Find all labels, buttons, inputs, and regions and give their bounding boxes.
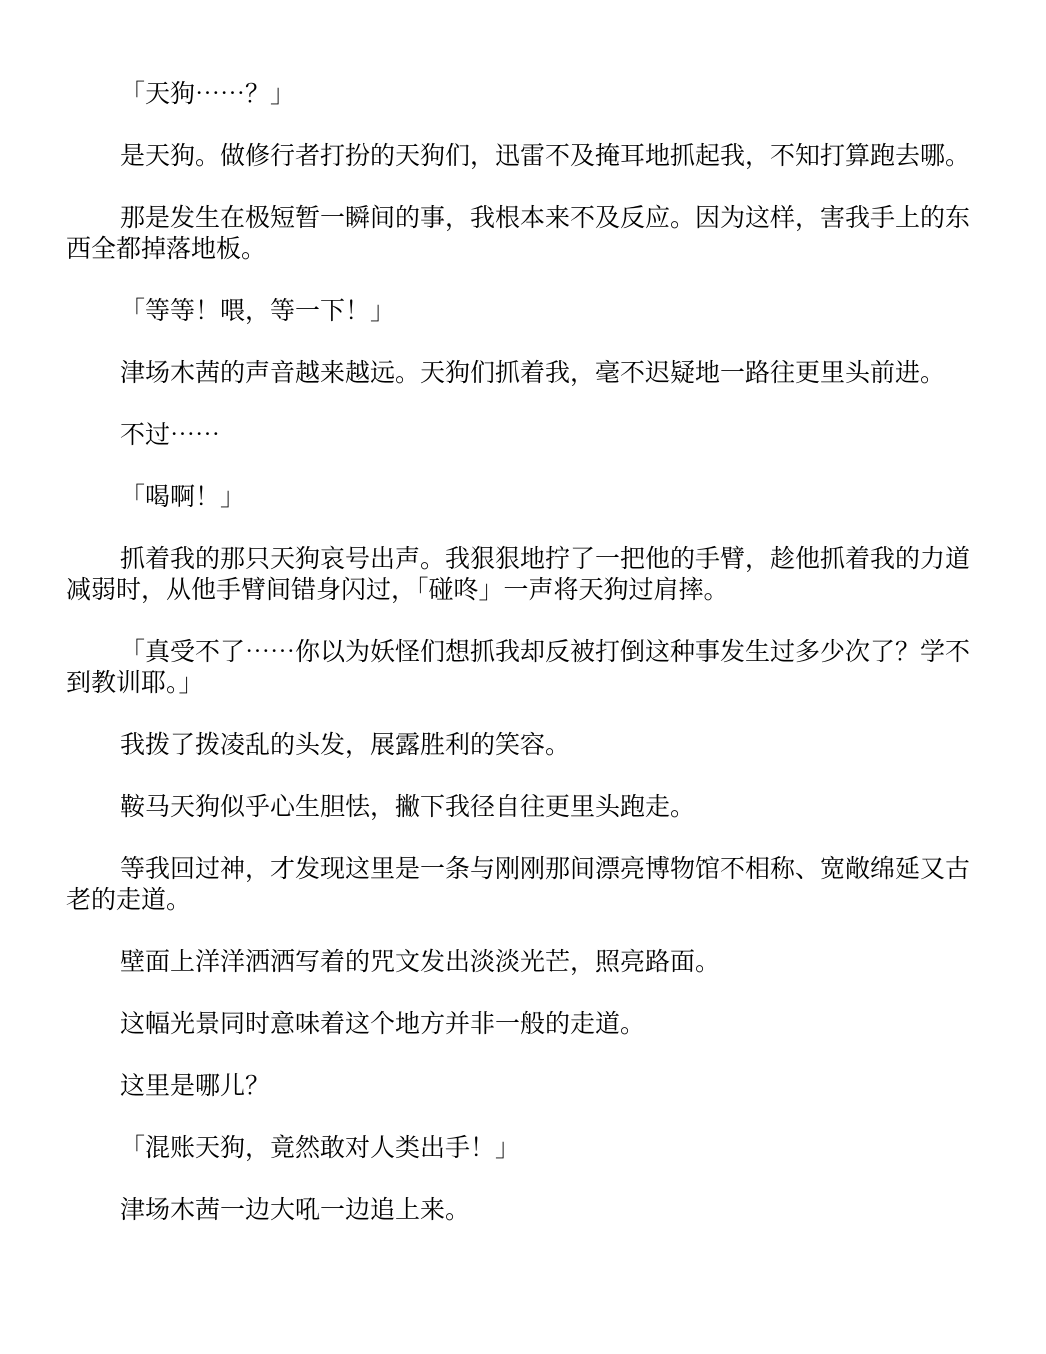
- paragraph: 我拨了拨凌乱的头发，展露胜利的笑容。: [120, 730, 571, 759]
- paragraph: 这里是哪儿？: [120, 1071, 271, 1100]
- paragraph: 津场木茜一边大吼一边追上来。: [120, 1195, 471, 1224]
- paragraph: 津场木茜的声音越来越远。天狗们抓着我，毫不迟疑地一路往更里头前进。: [120, 358, 946, 387]
- paragraph: 是天狗。做修行者打扮的天狗们，迅雷不及掩耳地抓起我，不知打算跑去哪。: [120, 141, 971, 170]
- paragraph: 抓着我的那只天狗哀号出声。我狠狠地拧了一把他的手臂，趁他抓着我的力道减弱时，从他手臂间错身闪过，「碰咚」一声将天狗过肩摔。: [66, 544, 971, 604]
- paragraph: 壁面上洋洋洒洒写着的咒文发出淡淡光芒，照亮路面。: [120, 947, 721, 976]
- paragraph: 这幅光景同时意味着这个地方并非一般的走道。: [120, 1009, 646, 1038]
- document-page: [66, 78, 978, 1256]
- paragraph: 「混账天狗，竟然敢对人类出手！」: [120, 1133, 521, 1162]
- paragraph: 等我回过神，才发现这里是一条与刚刚那间漂亮博物馆不相称、宽敞绵延又古老的走道。: [66, 854, 971, 914]
- paragraph: 鞍马天狗似乎心生胆怯，撇下我径自往更里头跑走。: [120, 792, 696, 821]
- paragraph: 「天狗⋯⋯？」: [120, 79, 296, 108]
- paragraph: 不过⋯⋯: [120, 420, 221, 449]
- paragraph: 「等等！喂，等一下！」: [120, 296, 396, 325]
- paragraph: 「真受不了⋯⋯你以为妖怪们想抓我却反被打倒这种事发生过多少次了？学不到教训耶。」: [66, 637, 971, 697]
- paragraph: 那是发生在极短暂一瞬间的事，我根本来不及反应。因为这样，害我手上的东西全都掉落地板。: [66, 203, 971, 263]
- paragraph: 「喝啊！」: [120, 482, 246, 511]
